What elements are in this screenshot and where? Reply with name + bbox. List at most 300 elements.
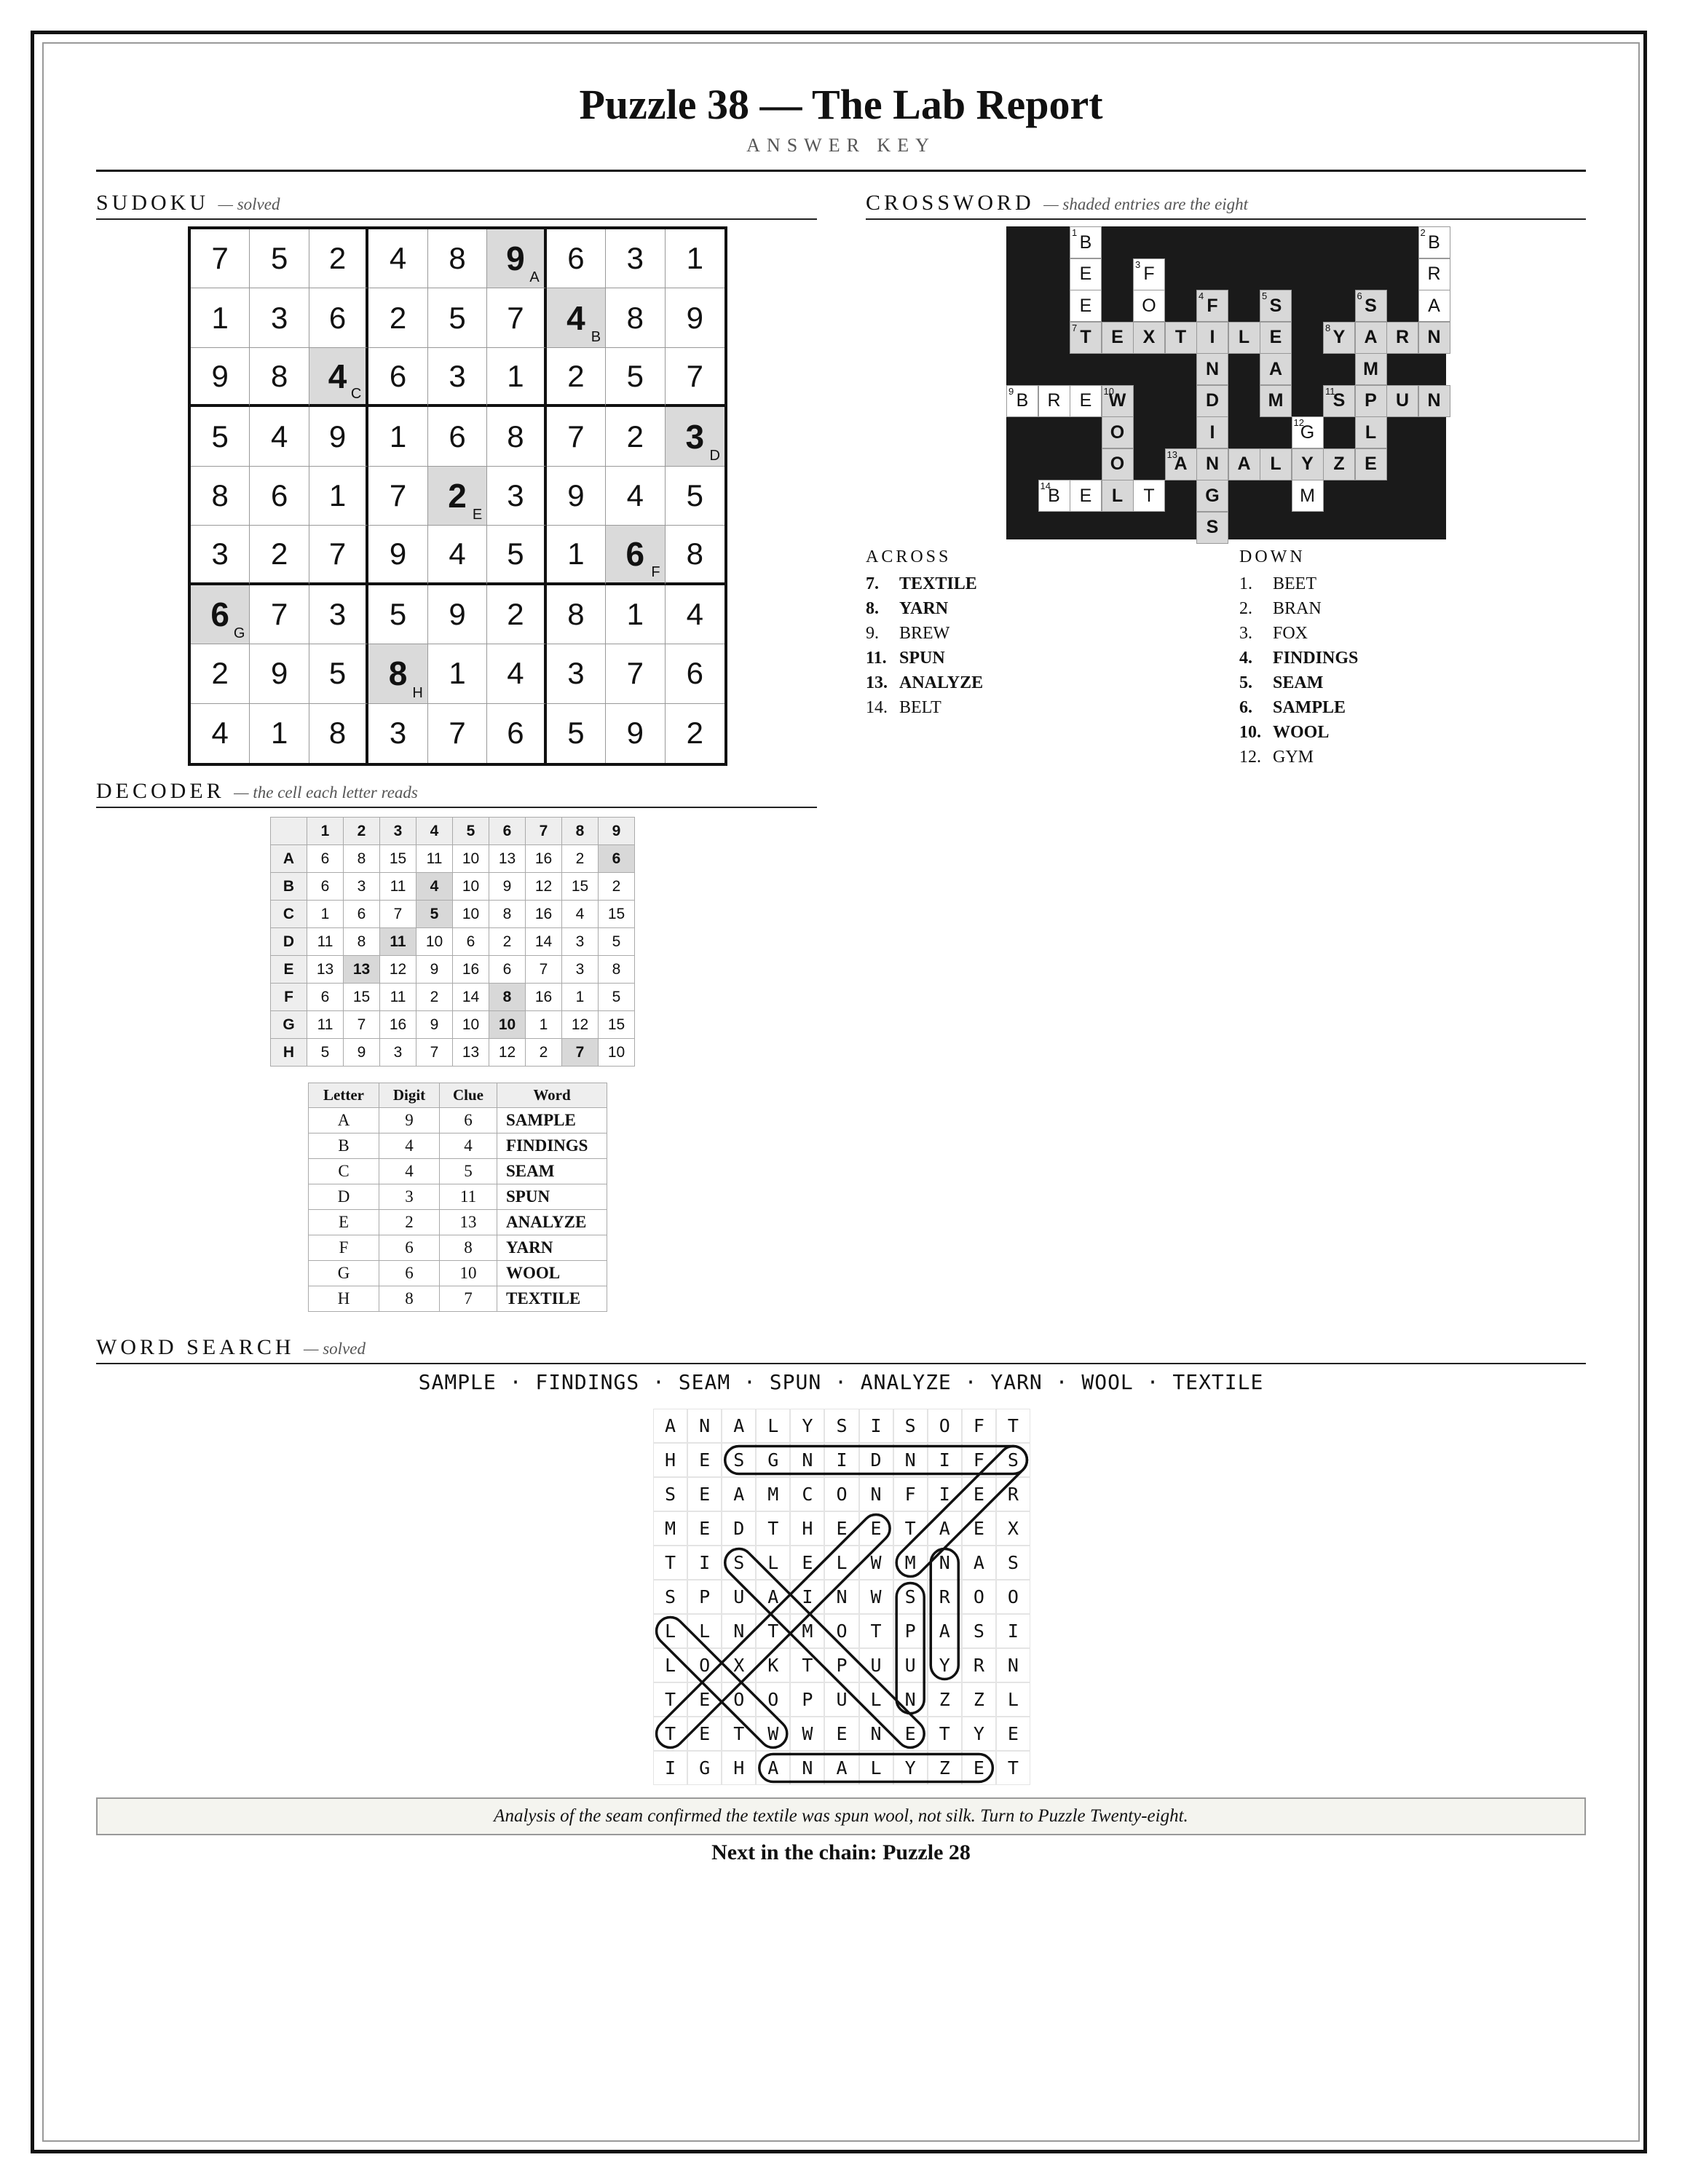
sudoku-cell: 5 (250, 229, 309, 288)
wordsearch-answer-loop (725, 1549, 924, 1748)
wordsearch-letter: U (893, 1648, 928, 1682)
crossword-cell-number: 5 (1262, 290, 1268, 301)
clue-row (1239, 596, 1582, 621)
decoder-row-header: D (271, 928, 307, 956)
sudoku-cell: 4 (191, 704, 250, 763)
wordsearch-letter: H (790, 1511, 824, 1546)
sudoku-cell: 9 (250, 644, 309, 703)
clue-answer: GYM (1273, 748, 1314, 767)
sudoku-cell: 4 (487, 644, 546, 703)
wordsearch-letter: E (687, 1511, 722, 1546)
wordsearch-letter: X (996, 1511, 1030, 1546)
wordsearch-answer-loop (896, 1447, 1027, 1577)
decoder-cell: 8 (344, 845, 380, 873)
key-row (309, 1159, 607, 1184)
sudoku-cell: 3 (191, 526, 250, 585)
decoder-cell: 6 (489, 956, 526, 984)
crossword-cell: M (1292, 480, 1324, 512)
wordsearch-letter: N (687, 1409, 722, 1443)
key-cell: TEXTILE (497, 1286, 607, 1312)
key-cell: 2 (379, 1210, 440, 1235)
decoder-cell: 12 (380, 956, 416, 984)
key-cell: ANALYZE (497, 1210, 607, 1235)
decoder-cell: 6 (344, 901, 380, 928)
decoder-cell: 11 (416, 845, 453, 873)
key-cell: D (309, 1184, 379, 1210)
sudoku-cell: 5 (309, 644, 368, 703)
wordsearch-letter: T (859, 1614, 893, 1648)
wordsearch-letter: O (687, 1648, 722, 1682)
sudoku-cell: 7 (368, 467, 427, 526)
key-cell: 10 (440, 1261, 497, 1286)
wordsearch-answer-loop (657, 1618, 787, 1748)
wordsearch-answer-loop (896, 1583, 924, 1714)
sudoku-cell: 4 (368, 229, 427, 288)
clue-row (1239, 646, 1582, 670)
crossword-grid (1006, 226, 1446, 539)
sudoku-cell-tag: H (412, 684, 423, 701)
wordsearch-letter: F (962, 1409, 996, 1443)
crossword-cell: A 13 (1165, 448, 1197, 480)
decoder-cell: 2 (416, 984, 453, 1011)
decoder-cell: 14 (526, 928, 562, 956)
decoder-cell: 16 (526, 901, 562, 928)
key-cell: 6 (379, 1235, 440, 1261)
key-cell: 3 (379, 1184, 440, 1210)
crossword-cell: L (1260, 448, 1292, 480)
wordsearch-letter: W (859, 1546, 893, 1580)
wordsearch-letter: S (996, 1443, 1030, 1477)
sudoku-cell: 8 (487, 407, 546, 466)
decoder-col-header: 5 (453, 818, 489, 845)
key-cell: SAMPLE (497, 1108, 607, 1133)
wordsearch-letter: Y (962, 1717, 996, 1751)
sudoku-cell: 8 (191, 467, 250, 526)
key-cell: 7 (440, 1286, 497, 1312)
decoder-row (271, 1011, 635, 1039)
key-row (309, 1235, 607, 1261)
sudoku-cell: 5 (368, 585, 427, 644)
crossword-cell: R (1418, 258, 1450, 290)
wordsearch-letter: E (687, 1443, 722, 1477)
crossword-cell: Y 8 (1323, 322, 1355, 354)
wordsearch-letter: I (824, 1443, 858, 1477)
sudoku-cell: 9 (606, 704, 665, 763)
sudoku-cell: 6 (428, 407, 487, 466)
decoder-cell: 7 (380, 901, 416, 928)
decoder-col-header: 4 (416, 818, 453, 845)
wordsearch-letter: Y (790, 1409, 824, 1443)
wordsearch-letter: N (790, 1751, 824, 1785)
wordsearch-letter: P (893, 1614, 928, 1648)
wordsearch-letter: L (653, 1648, 687, 1682)
crossword-cell: A (1355, 322, 1387, 354)
decoder-cell: 15 (344, 984, 380, 1011)
sudoku-heading-text: SUDOKU (96, 191, 210, 215)
clue-number: 9. (866, 624, 879, 643)
decoder-cell: 11 (307, 1011, 344, 1039)
sudoku-cell: 2 (191, 644, 250, 703)
wordsearch-letter: T (756, 1511, 790, 1546)
wordsearch-letter: I (996, 1614, 1030, 1648)
sudoku-cell: 7 (428, 704, 487, 763)
sudoku-cell: 9 (191, 348, 250, 407)
decoder-cell: 5 (307, 1039, 344, 1067)
clue-answer: SPUN (899, 649, 945, 668)
decoder-cell: 11 (380, 873, 416, 901)
decoder-col-header: 6 (489, 818, 526, 845)
crossword-cell: B 1 (1070, 226, 1102, 258)
wordsearch-letter: S (824, 1409, 858, 1443)
decoder-row (271, 928, 635, 956)
crossword-cell: B 2 (1418, 226, 1450, 258)
wordsearch-letter: T (653, 1717, 687, 1751)
sudoku-cell: 6 (487, 704, 546, 763)
decoder-row (271, 901, 635, 928)
clue-answer: BREW (899, 624, 950, 643)
decoder-cell: 12 (526, 873, 562, 901)
clue-row (1239, 695, 1582, 720)
key-row (309, 1108, 607, 1133)
clue-answer: BRAN (1273, 599, 1322, 618)
wordsearch-letter: S (653, 1477, 687, 1511)
key-header-row (309, 1083, 607, 1108)
decoder-cell: 10 (453, 901, 489, 928)
clue-row (866, 670, 1230, 695)
decoder-row (271, 873, 635, 901)
sudoku-cell: 2 (686, 716, 703, 751)
decoder-cell: 6 (307, 845, 344, 873)
wordsearch-letter: E (962, 1751, 996, 1785)
key-cell: C (309, 1159, 379, 1184)
wordsearch-heading-note: — solved (304, 1340, 366, 1358)
crossword-cell: U (1386, 385, 1418, 417)
decoder-cell: 13 (489, 845, 526, 873)
crossword-cell: L (1355, 416, 1387, 448)
crossword-cell-number: 8 (1325, 322, 1331, 333)
crossword-cell: Z (1323, 448, 1355, 480)
message-box: Analysis of the seam confirmed the textile was spun wool, not silk. Turn to Puzzle Twenty-eight. (96, 1797, 1586, 1835)
clue-row (1239, 670, 1582, 695)
sudoku-cell-tag: F (651, 563, 660, 580)
wordsearch-letter: H (722, 1751, 756, 1785)
clue-row (1239, 621, 1582, 646)
decoder-cell: 16 (453, 956, 489, 984)
decoder-cell: 7 (562, 1039, 599, 1067)
crossword-cell: N (1418, 322, 1450, 354)
key-row (309, 1133, 607, 1159)
wordsearch-answer-loop (931, 1549, 958, 1679)
crossword-heading-note: — shaded entries are the eight (1043, 195, 1249, 213)
wordsearch-letter: Z (962, 1682, 996, 1717)
crossword-cell: G 12 (1292, 416, 1324, 448)
sudoku-cell-tag: C (350, 386, 362, 403)
sudoku-cell: 8 (428, 229, 487, 288)
key-col-header: Clue (440, 1083, 497, 1108)
decoder-cell: 12 (489, 1039, 526, 1067)
wordsearch-letter: A (756, 1580, 790, 1614)
wordsearch-letter: W (790, 1717, 824, 1751)
wordsearch-letter: U (859, 1648, 893, 1682)
crossword-cell: B 9 (1006, 385, 1038, 417)
decoder-grid (270, 817, 635, 1067)
sudoku-cell: 9 (368, 526, 427, 585)
decoder-cell: 6 (307, 984, 344, 1011)
decoder-header-row (271, 818, 635, 845)
decoder-cell: 10 (489, 1011, 526, 1039)
decoder-row-header: C (271, 901, 307, 928)
sudoku-cell: 8 (250, 348, 309, 407)
crossword-cell-number: 10 (1103, 385, 1114, 397)
wordsearch-letter: Z (928, 1682, 962, 1717)
decoder-col-header: 3 (380, 818, 416, 845)
sudoku-cell: 7 (250, 585, 309, 644)
crossword-cell: S 5 (1260, 290, 1292, 322)
decoder-row-header: F (271, 984, 307, 1011)
decoder-cell: 11 (307, 928, 344, 956)
decoder-cell: 7 (416, 1039, 453, 1067)
crossword-heading (866, 182, 1586, 220)
crossword-cell: E (1102, 322, 1134, 354)
key-cell: YARN (497, 1235, 607, 1261)
crossword-cell: O (1102, 416, 1134, 448)
sudoku-cell: 5 (428, 288, 487, 347)
sudoku-cell-tag: A (529, 269, 540, 286)
crossword-cell: P (1355, 385, 1387, 417)
wordsearch-letter: E (962, 1477, 996, 1511)
wordsearch-letter: O (756, 1682, 790, 1717)
wordsearch-letter: T (996, 1751, 1030, 1785)
decoder-cell: 5 (599, 984, 635, 1011)
wordsearch-letter: O (824, 1477, 858, 1511)
crossword-cell: E (1070, 480, 1102, 512)
wordsearch-letter: N (859, 1477, 893, 1511)
crossword-cell: E (1355, 448, 1387, 480)
clue-number: 6. (1239, 698, 1252, 717)
wordsearch-letter: E (824, 1511, 858, 1546)
wordsearch-letter: E (687, 1682, 722, 1717)
wordsearch-letter: A (928, 1614, 962, 1648)
decoder-cell: 10 (453, 873, 489, 901)
sudoku-cell: 2 (487, 585, 546, 644)
crossword-cell: R (1386, 322, 1418, 354)
decoder-cell: 6 (307, 873, 344, 901)
crossword-cell: I (1196, 416, 1228, 448)
crossword-cell: N (1418, 385, 1450, 417)
wordsearch-letter: G (687, 1751, 722, 1785)
wordsearch-letter: U (722, 1580, 756, 1614)
decoder-cell: 13 (344, 956, 380, 984)
key-cell: 4 (379, 1159, 440, 1184)
wordsearch-letter: N (893, 1682, 928, 1717)
decoder-col-header: 8 (562, 818, 599, 845)
crossword-heading-text: CROSSWORD (866, 191, 1035, 215)
sudoku-cell: 9 A (487, 229, 546, 288)
wordsearch-letter: U (824, 1682, 858, 1717)
crossword-cell-number: 9 (1008, 385, 1014, 397)
decoder-cell: 15 (599, 901, 635, 928)
crossword-cell-number: 12 (1293, 417, 1304, 428)
wordsearch-letter: S (893, 1409, 928, 1443)
decoder-cell: 10 (453, 1011, 489, 1039)
wordsearch-letter: O (722, 1682, 756, 1717)
wordsearch-letter: P (824, 1648, 858, 1682)
wordsearch-letter: A (722, 1477, 756, 1511)
decoder-cell: 1 (526, 1011, 562, 1039)
key-row (309, 1261, 607, 1286)
wordsearch-letter: E (824, 1717, 858, 1751)
clue-number: 4. (1239, 649, 1252, 668)
wordsearch-letter: N (824, 1580, 858, 1614)
sudoku-cell: 2 (250, 526, 309, 585)
decoder-corner (271, 818, 307, 845)
wordsearch-letter: A (962, 1546, 996, 1580)
sudoku-grid (188, 226, 727, 766)
crossword-cell: T 7 (1070, 322, 1102, 354)
decoder-cell: 13 (453, 1039, 489, 1067)
sudoku-cell: 6 (666, 644, 724, 703)
sudoku-cell: 8 (666, 526, 724, 585)
crossword-cell: E (1260, 322, 1292, 354)
decoder-row (271, 845, 635, 873)
crossword-cell: N (1196, 353, 1228, 385)
sudoku-cell: 1 (666, 229, 724, 288)
sudoku-cell: 1 (250, 704, 309, 763)
wordsearch-letter: S (722, 1546, 756, 1580)
key-cell: 5 (440, 1159, 497, 1184)
crossword-cell: S 11 (1323, 385, 1355, 417)
wordsearch-letter: O (824, 1614, 858, 1648)
wordsearch-letter: D (722, 1511, 756, 1546)
across-clues (866, 547, 1230, 720)
sudoku-cell: 8 (547, 585, 606, 644)
wordsearch-letter: O (996, 1580, 1030, 1614)
key-row (309, 1184, 607, 1210)
sudoku-cell: 2 (547, 348, 606, 407)
decoder-cell: 10 (453, 845, 489, 873)
sudoku-cell: 7 (487, 288, 546, 347)
decoder-cell: 16 (526, 984, 562, 1011)
wordsearch-letter: E (962, 1511, 996, 1546)
decoder-cell: 7 (526, 956, 562, 984)
decoder-row-header: E (271, 956, 307, 984)
sudoku-cell: 8 (606, 288, 665, 347)
clue-answer: BELT (899, 698, 941, 717)
decoder-cell: 6 (453, 928, 489, 956)
decoder-cell: 3 (344, 873, 380, 901)
sudoku-cell: 1 (606, 585, 665, 644)
wordsearch-letter: M (790, 1614, 824, 1648)
wordsearch-letter: Y (928, 1648, 962, 1682)
wordsearch-letter: L (653, 1614, 687, 1648)
wordsearch-letter: I (790, 1580, 824, 1614)
sudoku-cell: 5 (666, 467, 724, 526)
wordsearch-letter: E (893, 1717, 928, 1751)
wordsearch-letter: E (687, 1477, 722, 1511)
wordsearch-letter: N (859, 1717, 893, 1751)
sudoku-cell: 5 (487, 526, 546, 585)
clue-row (866, 571, 1230, 596)
decoder-cell: 3 (562, 956, 599, 984)
key-cell: G (309, 1261, 379, 1286)
clue-number: 11. (866, 649, 887, 668)
wordsearch-letter: A (722, 1409, 756, 1443)
wordsearch-letter: N (893, 1443, 928, 1477)
wordsearch-letter: L (756, 1409, 790, 1443)
wordsearch-letter: W (859, 1580, 893, 1614)
wordsearch-letter: K (756, 1648, 790, 1682)
crossword-cell: F 4 (1196, 290, 1228, 322)
decoder-col-header: 2 (344, 818, 380, 845)
key-cell: 9 (379, 1108, 440, 1133)
crossword-cell: O (1102, 448, 1134, 480)
key-cell: WOOL (497, 1261, 607, 1286)
sudoku-cell: 6 (309, 288, 368, 347)
crossword-cell: E (1070, 258, 1102, 290)
decoder-cell: 10 (416, 928, 453, 956)
down-heading: DOWN (1239, 547, 1306, 566)
wordsearch-letter: S (996, 1546, 1030, 1580)
crossword-cell-number: 2 (1420, 227, 1426, 238)
wordsearch-letter: M (756, 1477, 790, 1511)
decoder-cell: 11 (380, 928, 416, 956)
wordsearch-letter: T (928, 1717, 962, 1751)
key-cell: 4 (379, 1133, 440, 1159)
decoder-row-header: A (271, 845, 307, 873)
sudoku-cell-tag: B (591, 328, 601, 345)
crossword-cell: S (1196, 512, 1228, 544)
sudoku-cell: 6 (547, 229, 606, 288)
crossword-cell-number: 7 (1072, 322, 1078, 333)
wordsearch-letter: W (756, 1717, 790, 1751)
sudoku-cell-tag: E (472, 507, 483, 523)
across-heading: ACROSS (866, 547, 952, 566)
sudoku-cell: 3 (547, 644, 606, 703)
decoder-col-header: 7 (526, 818, 562, 845)
decoder-cell: 9 (416, 1011, 453, 1039)
wordsearch-letter: R (928, 1580, 962, 1614)
sudoku-cell: 2 (309, 229, 368, 288)
decoder-cell: 9 (344, 1039, 380, 1067)
wordsearch-letter: L (996, 1682, 1030, 1717)
wordsearch-letter: E (790, 1546, 824, 1580)
clue-row (1239, 571, 1582, 596)
wordsearch-letter: S (653, 1580, 687, 1614)
decoder-cell: 2 (489, 928, 526, 956)
clue-row (866, 695, 1230, 720)
wordsearch-letter: A (756, 1751, 790, 1785)
wordsearch-letter: N (996, 1648, 1030, 1682)
clue-answer: SEAM (1273, 673, 1324, 692)
sudoku-cell: 8 H (368, 644, 427, 703)
wordsearch-heading-text: WORD SEARCH (96, 1335, 295, 1359)
decoder-cell: 8 (344, 928, 380, 956)
wordsearch-letter: L (824, 1546, 858, 1580)
clue-number: 2. (1239, 599, 1252, 618)
sudoku-cell: 9 (428, 585, 487, 644)
crossword-cell-number: 11 (1325, 385, 1335, 397)
key-cell: SEAM (497, 1159, 607, 1184)
wordsearch-letter: O (962, 1580, 996, 1614)
crossword-cell: L (1228, 322, 1260, 354)
wordsearch-letter: L (859, 1751, 893, 1785)
decoder-cell: 8 (599, 956, 635, 984)
decoder-cell: 9 (416, 956, 453, 984)
title-rule (96, 170, 1586, 172)
crossword-cell-number: 13 (1166, 448, 1177, 460)
key-cell: B (309, 1133, 379, 1159)
wordsearch-letter: T (893, 1511, 928, 1546)
